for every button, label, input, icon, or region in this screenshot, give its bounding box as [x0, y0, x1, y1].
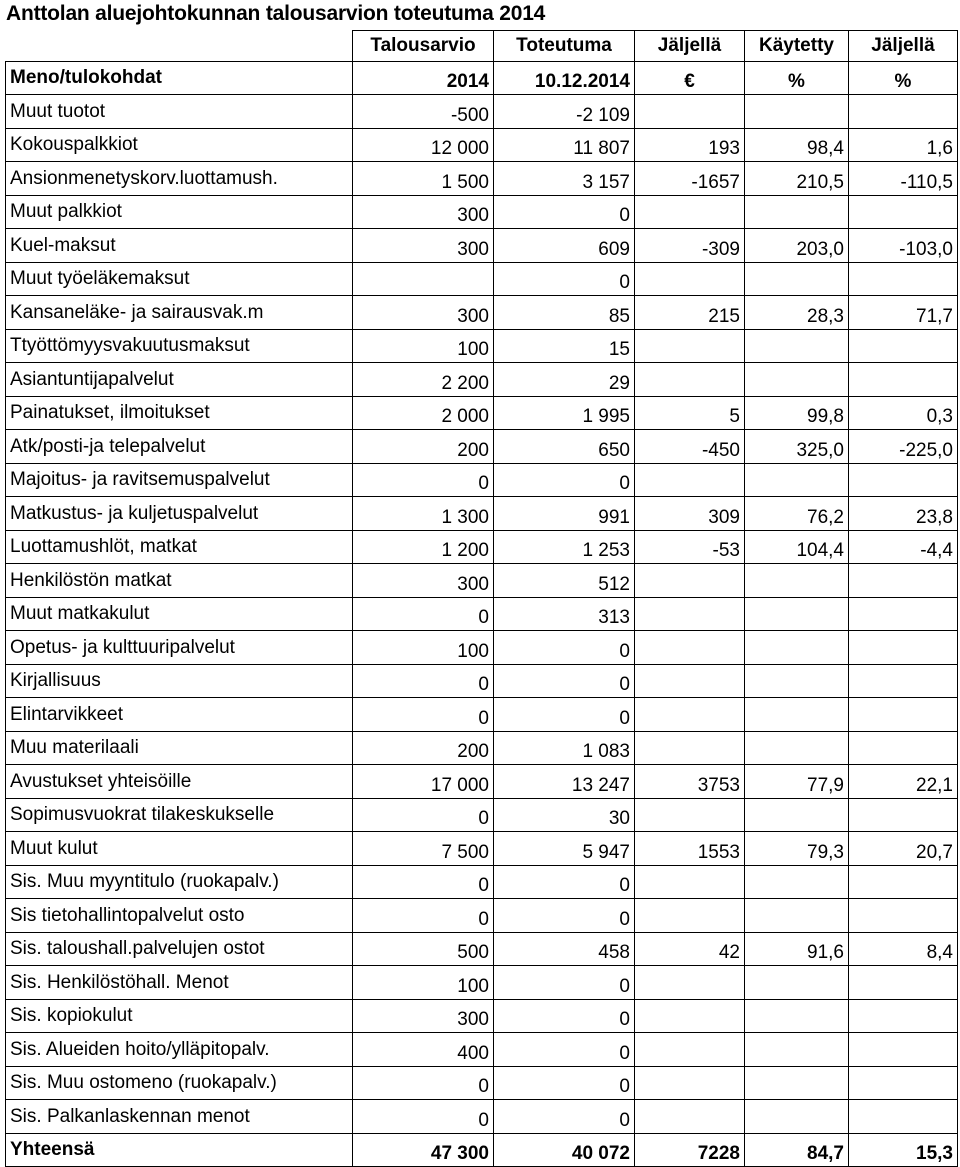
value-cell: 0,3: [849, 396, 958, 430]
budget-table-body: [6, 31, 958, 1167]
row-label: Luottamushlöt, matkat: [6, 530, 353, 564]
value-cell: 991: [494, 497, 635, 531]
value-cell: 300: [353, 229, 494, 263]
header-cell: 2014: [353, 61, 494, 95]
row-label: Sis. Palkanlaskennan menot: [6, 1100, 353, 1134]
value-cell: [849, 899, 958, 933]
row-label: Kirjallisuus: [6, 664, 353, 698]
value-cell: [635, 698, 745, 732]
value-cell: [353, 262, 494, 296]
table-row: [6, 999, 958, 1033]
value-cell: 200: [353, 731, 494, 765]
value-cell: 325,0: [745, 430, 849, 464]
value-cell: [849, 966, 958, 1000]
value-cell: 300: [353, 564, 494, 598]
value-cell: [635, 95, 745, 129]
table-row: [6, 899, 958, 933]
value-cell: [635, 966, 745, 1000]
value-cell: [635, 798, 745, 832]
value-cell: [745, 463, 849, 497]
table-row: [6, 865, 958, 899]
value-cell: [745, 1066, 849, 1100]
value-cell: [849, 329, 958, 363]
table-row: [6, 765, 958, 799]
value-cell: 500: [353, 932, 494, 966]
value-cell: -500: [353, 95, 494, 129]
value-cell: [849, 564, 958, 598]
table-row: [6, 396, 958, 430]
value-cell: 0: [494, 463, 635, 497]
value-cell: [849, 1033, 958, 1067]
value-cell: [849, 1066, 958, 1100]
row-label: Sopimusvuokrat tilakeskukselle: [6, 798, 353, 832]
value-cell: [849, 95, 958, 129]
value-cell: 0: [494, 1100, 635, 1134]
value-cell: 100: [353, 966, 494, 1000]
row-label: Muut työeläkemaksut: [6, 262, 353, 296]
value-cell: 1 500: [353, 162, 494, 196]
table-row: [6, 430, 958, 464]
value-cell: [849, 363, 958, 397]
value-cell: 98,4: [745, 128, 849, 162]
value-cell: [745, 865, 849, 899]
value-cell: 210,5: [745, 162, 849, 196]
value-cell: 100: [353, 631, 494, 665]
value-cell: [635, 1100, 745, 1134]
value-cell: [849, 698, 958, 732]
row-label: Sis. Muu ostomeno (ruokapalv.): [6, 1066, 353, 1100]
row-label: Matkustus- ja kuljetuspalvelut: [6, 497, 353, 531]
row-label: Yhteensä: [6, 1133, 353, 1167]
value-cell: 47 300: [353, 1133, 494, 1167]
row-label: Sis. taloushall.palvelujen ostot: [6, 932, 353, 966]
value-cell: [745, 262, 849, 296]
value-cell: 84,7: [745, 1133, 849, 1167]
row-header-label: Meno/tulokohdat: [6, 61, 353, 95]
value-cell: 17 000: [353, 765, 494, 799]
value-cell: [635, 1033, 745, 1067]
value-cell: [635, 899, 745, 933]
header-cell: %: [849, 61, 958, 95]
value-cell: [635, 329, 745, 363]
value-cell: 0: [353, 597, 494, 631]
value-cell: [745, 564, 849, 598]
header-cell: €: [635, 61, 745, 95]
value-cell: 0: [494, 865, 635, 899]
table-row: [6, 664, 958, 698]
value-cell: 12 000: [353, 128, 494, 162]
table-row: [6, 262, 958, 296]
table-row: [6, 932, 958, 966]
value-cell: [635, 463, 745, 497]
value-cell: 77,9: [745, 765, 849, 799]
table-row: [6, 95, 958, 129]
value-cell: 23,8: [849, 497, 958, 531]
document-title: Anttolan aluejohtokunnan talousarvion toteutuma 2014: [6, 2, 546, 25]
value-cell: 1 300: [353, 497, 494, 531]
value-cell: 1553: [635, 832, 745, 866]
value-cell: [745, 1033, 849, 1067]
value-cell: 400: [353, 1033, 494, 1067]
header-cell: Jäljellä: [635, 31, 745, 62]
value-cell: [635, 597, 745, 631]
header-cell: Käytetty: [745, 31, 849, 62]
table-row: [6, 195, 958, 229]
table-row: [6, 1033, 958, 1067]
value-cell: [635, 631, 745, 665]
row-label: Sis. Henkilöstöhall. Menot: [6, 966, 353, 1000]
value-cell: 215: [635, 296, 745, 330]
value-cell: -53: [635, 530, 745, 564]
value-cell: 0: [494, 262, 635, 296]
value-cell: [745, 731, 849, 765]
value-cell: 0: [494, 664, 635, 698]
table-row: [6, 463, 958, 497]
table-row: [6, 363, 958, 397]
value-cell: 193: [635, 128, 745, 162]
value-cell: 13 247: [494, 765, 635, 799]
value-cell: -103,0: [849, 229, 958, 263]
row-label: Muut tuotot: [6, 95, 353, 129]
value-cell: 0: [353, 664, 494, 698]
value-cell: [635, 999, 745, 1033]
value-cell: 1 995: [494, 396, 635, 430]
row-label: Sis tietohallintopalvelut osto: [6, 899, 353, 933]
header-row-1: [6, 31, 958, 62]
value-cell: 100: [353, 329, 494, 363]
value-cell: [635, 731, 745, 765]
value-cell: 0: [494, 698, 635, 732]
value-cell: 104,4: [745, 530, 849, 564]
table-row: [6, 597, 958, 631]
value-cell: 3753: [635, 765, 745, 799]
value-cell: 300: [353, 195, 494, 229]
row-label: Majoitus- ja ravitsemuspalvelut: [6, 463, 353, 497]
row-label: Ansionmenetyskorv.luottamush.: [6, 162, 353, 196]
value-cell: 0: [494, 899, 635, 933]
value-cell: [745, 798, 849, 832]
row-label: Sis. Alueiden hoito/ylläpitopalv.: [6, 1033, 353, 1067]
table-row: [6, 128, 958, 162]
total-row: [6, 1133, 958, 1167]
value-cell: 30: [494, 798, 635, 832]
value-cell: 0: [353, 899, 494, 933]
row-label: Painatukset, ilmoitukset: [6, 396, 353, 430]
value-cell: 0: [353, 798, 494, 832]
value-cell: [745, 899, 849, 933]
value-cell: [745, 664, 849, 698]
value-cell: [745, 597, 849, 631]
table-row: [6, 497, 958, 531]
row-label: Kansaneläke- ja sairausvak.m: [6, 296, 353, 330]
budget-table: [5, 30, 958, 1167]
value-cell: 0: [494, 1033, 635, 1067]
value-cell: -309: [635, 229, 745, 263]
table-row: [6, 631, 958, 665]
table-row: [6, 564, 958, 598]
value-cell: 20,7: [849, 832, 958, 866]
row-label: Muut kulut: [6, 832, 353, 866]
value-cell: [635, 1066, 745, 1100]
value-cell: [635, 363, 745, 397]
table-row: [6, 698, 958, 732]
row-label: Atk/posti-ja telepalvelut: [6, 430, 353, 464]
value-cell: 7 500: [353, 832, 494, 866]
value-cell: 11 807: [494, 128, 635, 162]
value-cell: 15,3: [849, 1133, 958, 1167]
value-cell: 309: [635, 497, 745, 531]
row-label: Avustukset yhteisöille: [6, 765, 353, 799]
value-cell: 1 253: [494, 530, 635, 564]
value-cell: 79,3: [745, 832, 849, 866]
value-cell: -450: [635, 430, 745, 464]
value-cell: [745, 966, 849, 1000]
value-cell: 300: [353, 999, 494, 1033]
table-row: [6, 1066, 958, 1100]
header-cell: %: [745, 61, 849, 95]
value-cell: 1 083: [494, 731, 635, 765]
value-cell: 0: [494, 195, 635, 229]
row-label: Ttyöttömyysvakuutusmaksut: [6, 329, 353, 363]
value-cell: 1,6: [849, 128, 958, 162]
value-cell: 91,6: [745, 932, 849, 966]
row-label: Opetus- ja kulttuuripalvelut: [6, 631, 353, 665]
value-cell: [849, 999, 958, 1033]
value-cell: 15: [494, 329, 635, 363]
value-cell: [849, 664, 958, 698]
value-cell: 5 947: [494, 832, 635, 866]
value-cell: 2 000: [353, 396, 494, 430]
header-cell: Jäljellä: [849, 31, 958, 62]
value-cell: 1 200: [353, 530, 494, 564]
value-cell: 29: [494, 363, 635, 397]
value-cell: [745, 698, 849, 732]
row-label: Sis. kopiokulut: [6, 999, 353, 1033]
value-cell: [635, 564, 745, 598]
value-cell: 40 072: [494, 1133, 635, 1167]
value-cell: [849, 597, 958, 631]
table-row: [6, 1100, 958, 1134]
value-cell: -110,5: [849, 162, 958, 196]
value-cell: 0: [494, 1066, 635, 1100]
value-cell: [849, 463, 958, 497]
value-cell: -4,4: [849, 530, 958, 564]
value-cell: 200: [353, 430, 494, 464]
value-cell: 71,7: [849, 296, 958, 330]
value-cell: 85: [494, 296, 635, 330]
value-cell: [849, 262, 958, 296]
value-cell: 300: [353, 296, 494, 330]
value-cell: [849, 195, 958, 229]
value-cell: 5: [635, 396, 745, 430]
value-cell: [745, 363, 849, 397]
row-label: Muu materilaali: [6, 731, 353, 765]
value-cell: 42: [635, 932, 745, 966]
table-row: [6, 832, 958, 866]
value-cell: 0: [353, 1100, 494, 1134]
value-cell: 28,3: [745, 296, 849, 330]
value-cell: [849, 631, 958, 665]
value-cell: [745, 195, 849, 229]
table-row: [6, 798, 958, 832]
value-cell: [849, 731, 958, 765]
value-cell: 0: [353, 1066, 494, 1100]
value-cell: [635, 262, 745, 296]
value-cell: 0: [494, 999, 635, 1033]
value-cell: 650: [494, 430, 635, 464]
value-cell: 0: [494, 966, 635, 1000]
value-cell: -2 109: [494, 95, 635, 129]
value-cell: -225,0: [849, 430, 958, 464]
value-cell: 0: [353, 865, 494, 899]
value-cell: 22,1: [849, 765, 958, 799]
value-cell: [635, 664, 745, 698]
value-cell: 512: [494, 564, 635, 598]
value-cell: [745, 1100, 849, 1134]
value-cell: 3 157: [494, 162, 635, 196]
table-row: [6, 229, 958, 263]
row-label: Kuel-maksut: [6, 229, 353, 263]
value-cell: [745, 999, 849, 1033]
value-cell: 0: [494, 631, 635, 665]
table-row: [6, 731, 958, 765]
value-cell: 2 200: [353, 363, 494, 397]
table-row: [6, 329, 958, 363]
row-label: Elintarvikkeet: [6, 698, 353, 732]
header-blank-cell: [6, 31, 353, 62]
value-cell: [745, 329, 849, 363]
header-cell: Talousarvio: [353, 31, 494, 62]
table-row: [6, 162, 958, 196]
table-row: [6, 530, 958, 564]
value-cell: 609: [494, 229, 635, 263]
value-cell: 99,8: [745, 396, 849, 430]
value-cell: [849, 865, 958, 899]
header-cell: 10.12.2014: [494, 61, 635, 95]
value-cell: 0: [353, 463, 494, 497]
value-cell: 76,2: [745, 497, 849, 531]
value-cell: 7228: [635, 1133, 745, 1167]
value-cell: [849, 798, 958, 832]
row-label: Asiantuntijapalvelut: [6, 363, 353, 397]
value-cell: [849, 1100, 958, 1134]
row-label: Muut matkakulut: [6, 597, 353, 631]
table-row: [6, 966, 958, 1000]
row-label: Henkilöstön matkat: [6, 564, 353, 598]
value-cell: 8,4: [849, 932, 958, 966]
value-cell: [635, 195, 745, 229]
value-cell: 0: [353, 698, 494, 732]
value-cell: 203,0: [745, 229, 849, 263]
value-cell: 458: [494, 932, 635, 966]
row-label: Kokouspalkkiot: [6, 128, 353, 162]
value-cell: [635, 865, 745, 899]
value-cell: -1657: [635, 162, 745, 196]
value-cell: 313: [494, 597, 635, 631]
value-cell: [745, 631, 849, 665]
row-label: Muut palkkiot: [6, 195, 353, 229]
table-row: [6, 296, 958, 330]
header-row-2: [6, 61, 958, 95]
header-cell: Toteutuma: [494, 31, 635, 62]
row-label: Sis. Muu myyntitulo (ruokapalv.): [6, 865, 353, 899]
value-cell: [745, 95, 849, 129]
